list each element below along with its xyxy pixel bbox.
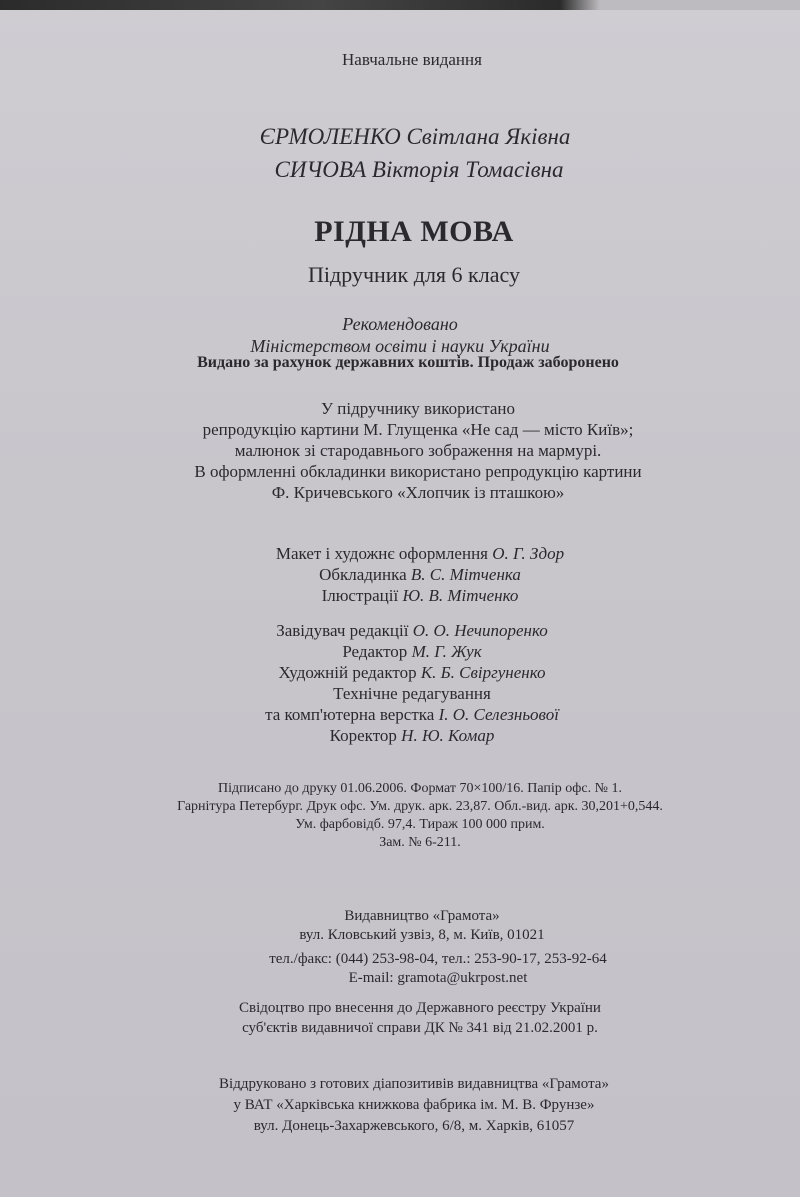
credit-line: Художній редактор К. Б. Свіргуненко [278, 663, 546, 682]
design-credits [20, 543, 800, 606]
credit-line: Завідувач редакції О. О. Нечипоренко [276, 621, 548, 640]
publisher-phones: тел./факс: (044) 253-98-04, тел.: 253-90-17, 253-92-64 [269, 951, 607, 967]
illustration-credits: У підручнику використано репродукцію картини М. Глущенка «Не сад — місто Київ»; малюнок зі стародавнього зображення на мармурі. В оформленні обкладинки використано репродукцію картини Ф. Кричевського «Хлопчик із пташкою» [194, 399, 642, 502]
funding-notice: Видано за рахунок державних коштів. Продаж заборонено [197, 354, 619, 371]
credit-line: Ілюстрації Ю. В. Мітченко [321, 586, 519, 605]
authors [0, 120, 800, 186]
editorial-credits [12, 620, 800, 746]
credit-line: та комп'ютерна верстка І. О. Селезньової [265, 705, 559, 724]
edition-type: Навчальне видання [342, 50, 482, 69]
registry-certificate: Свідоцтво про внесення до Державного реєстру України суб'єктів видавничої справи ДК № 341 від 21.02.2001 р. [239, 1000, 601, 1036]
book-subtitle: Підручник для 6 класу [308, 262, 520, 287]
publisher-contacts [38, 950, 800, 988]
credit-line: Макет і художнє оформлення О. Г. Здор [275, 544, 565, 563]
book-title: РІДНА МОВА [314, 215, 514, 248]
publisher-email: E-mail: gramota@ukrpost.net [348, 970, 528, 986]
credit-line: Обкладинка В. С. Мітченка [319, 565, 521, 584]
credit-line: Технічне редагування [333, 684, 491, 703]
scan-edge [0, 0, 800, 10]
print-info: Підписано до друку 01.06.2006. Формат 70×100/16. Папір офс. № 1. Гарнітура Петербург. Друк офс. Ум. друк. арк. 23,87. Обл.-вид. арк. 30,201+0,544. Ум. фарбовідб. 97,4. Тираж 100 000 прим. Зам. № 6-211. [177, 781, 663, 850]
printer-info: Віддруковано з готових діапозитивів видавництва «Грамота» у ВАТ «Харківська книжкова фабрика ім. М. В. Фрунзе» вул. Донець-Захаржевського, 6/8, м. Харків, 61057 [219, 1076, 609, 1134]
author-line: ЄРМОЛЕНКО Світлана Яківна [259, 124, 571, 149]
publisher-name: Видавництво «Грамота» [344, 908, 500, 924]
author-line: СИЧОВА Вікторія Томасівна [274, 157, 564, 182]
recommendation: Рекомендовано Міністерством освіти і науки України [250, 314, 550, 356]
publisher-info [22, 907, 800, 945]
credit-line: Коректор Н. Ю. Комар [329, 726, 495, 745]
publisher-address: вул. Кловський узвіз, 8, м. Київ, 01021 [299, 927, 545, 943]
credit-line: Редактор М. Г. Жук [342, 642, 482, 661]
